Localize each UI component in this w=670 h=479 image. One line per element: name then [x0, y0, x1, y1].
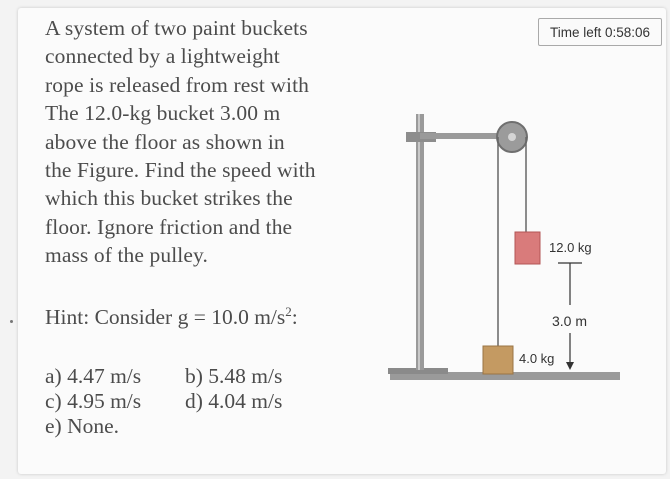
option-c[interactable]: c) 4.95 m/s: [45, 389, 142, 413]
bullet-dot: [10, 320, 13, 323]
light-bucket: [483, 346, 513, 374]
hint-prefix: Hint: Consider g = 10.0 m/s: [45, 305, 286, 330]
height-arrow: [566, 362, 574, 370]
option-a[interactable]: a) 4.47 m/s: [45, 364, 142, 388]
question-text: A system of two paint buckets connected by a lightweight rope is released from rest with The 12.0-kg bucket 3.00 m above the floor as shown in the Figure. Find the speed with which this bucket strikes the floor. Ignore friction and the mass of the pulley.: [45, 16, 316, 268]
time-left-badge: Time left 0:58:06: [538, 18, 662, 46]
hint-suffix: :: [291, 305, 298, 330]
heavy-mass-label: 12.0 kg: [549, 240, 592, 255]
heavy-bucket: [515, 232, 540, 264]
option-e[interactable]: e) None.: [45, 414, 120, 438]
option-d[interactable]: d) 4.04 m/s: [185, 389, 283, 413]
pulley-axle: [508, 133, 516, 141]
hint-exponent: 2: [285, 304, 292, 319]
option-b[interactable]: b) 5.48 m/s: [185, 364, 283, 388]
light-mass-label: 4.0 kg: [519, 351, 555, 366]
pulley-figure: [380, 100, 620, 390]
height-label: 3.0 m: [552, 313, 588, 329]
hint-text: [45, 304, 298, 330]
answer-options: [45, 364, 282, 439]
